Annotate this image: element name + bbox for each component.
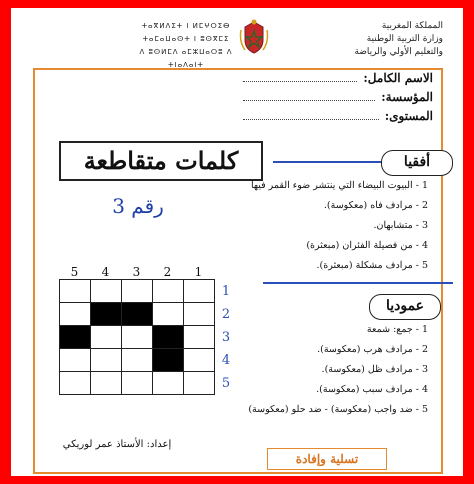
- black-cell: [153, 349, 184, 372]
- clue-item: 5 - ضد واجب (معكوسة) - ضد حلو (معكوسة): [248, 404, 428, 415]
- ministry-line: وزارة التربية الوطنية: [366, 34, 443, 44]
- grid-cell[interactable]: [91, 280, 122, 303]
- clue-item: 4 - مرادف سبب (معكوسة).: [316, 384, 428, 395]
- school-field[interactable]: [243, 89, 433, 108]
- column-number: 4: [101, 265, 110, 279]
- grid-cell[interactable]: [91, 372, 122, 395]
- row-number: 2: [221, 307, 231, 322]
- grid-cell[interactable]: [184, 280, 215, 303]
- row-number: 1: [221, 284, 231, 299]
- grid-cell[interactable]: [184, 303, 215, 326]
- across-label: أفقيا: [381, 150, 453, 176]
- black-cell: [153, 326, 184, 349]
- row-number: 5: [221, 376, 231, 391]
- header-tifinagh: [131, 20, 241, 72]
- clue-item: 1 - جمع: شمعة: [366, 324, 428, 335]
- column-number: 5: [70, 265, 79, 279]
- clue-item: 4 - من فصيلة الفئران (مبعثرة): [306, 240, 428, 251]
- clue-item: 5 - مرادف مشكلة (مبعثرة).: [316, 260, 428, 271]
- row-number: 3: [221, 330, 231, 345]
- grid-cell[interactable]: [184, 372, 215, 395]
- author-credit: إعداد: الأستاذ عمر لوريكي: [62, 439, 172, 450]
- across-clues: [213, 176, 428, 276]
- grid-cell[interactable]: [60, 280, 91, 303]
- grid-cell[interactable]: [184, 349, 215, 372]
- field-label: المؤسسة:: [381, 90, 433, 104]
- clue-item: 3 - متشابهان.: [373, 220, 428, 231]
- tifinagh-line: ⵜⴰⵎⴰⵡⴰⵙⵜ ⵏ ⵓⵙⴳⵎⵉ: [142, 35, 230, 43]
- header-ministry: [273, 20, 443, 59]
- grid-cell[interactable]: [122, 372, 153, 395]
- grid-cell[interactable]: [91, 349, 122, 372]
- tifinagh-line: ⴷ ⵓⵙⵍⵎⴷ ⴰⵎⵣⵡⴰⵔⵓ ⴷ ⵜⵏⴰⴷⴰⵏⵜ: [139, 48, 233, 69]
- grid-cell[interactable]: [60, 303, 91, 326]
- grid-cell[interactable]: [91, 326, 122, 349]
- grid-cell[interactable]: [153, 303, 184, 326]
- row-number: 4: [221, 353, 231, 368]
- puzzle-number: رقم 3: [112, 194, 164, 218]
- field-label: الاسم الكامل:: [363, 71, 433, 85]
- grid-cell[interactable]: [153, 280, 184, 303]
- field-label: المستوى:: [384, 109, 433, 123]
- worksheet: [11, 8, 463, 476]
- column-number: 1: [194, 265, 203, 279]
- across-divider: [273, 161, 381, 163]
- black-cell: [91, 303, 122, 326]
- clue-item: 3 - مرادف ظل (معكوسة).: [321, 364, 428, 375]
- grid-cell[interactable]: [60, 349, 91, 372]
- emblem-icon: [239, 18, 269, 56]
- ministry-line: المملكة المغربية: [381, 21, 443, 31]
- black-cell: [122, 303, 153, 326]
- crossword-grid: [59, 279, 215, 395]
- down-clues: [213, 320, 428, 420]
- grid-cell[interactable]: [184, 326, 215, 349]
- footer-tagline: تسلية وإفادة: [267, 448, 387, 470]
- worksheet-title: كلمات متقاطعة: [59, 141, 263, 181]
- full-name-field[interactable]: [243, 70, 433, 89]
- grid-cell[interactable]: [122, 326, 153, 349]
- level-field[interactable]: [243, 108, 433, 127]
- grid-cell[interactable]: [153, 372, 184, 395]
- dotted-line: [243, 108, 379, 120]
- dotted-line: [243, 70, 357, 82]
- grid-cell[interactable]: [122, 280, 153, 303]
- student-info: [243, 70, 433, 127]
- down-label: عموديا: [369, 294, 441, 320]
- column-number: 2: [163, 265, 172, 279]
- down-divider: [263, 282, 453, 284]
- clue-item: 2 - مرادف هرب (معكوسة).: [317, 344, 428, 355]
- tifinagh-line: ⵜⴰⴳⵍⴷⵉⵜ ⵏ ⵍⵎⵖⵔⵉⴱ: [141, 22, 231, 30]
- ministry-line: والتعليم الأولي والرياضة: [354, 47, 443, 57]
- clue-item: 1 - البيوت البيضاء التي ينتشر ضوء القمر فيها: [250, 180, 428, 191]
- grid-cell[interactable]: [60, 372, 91, 395]
- dotted-line: [243, 89, 375, 101]
- grid-cell[interactable]: [122, 349, 153, 372]
- column-number: 3: [132, 265, 141, 279]
- black-cell: [60, 326, 91, 349]
- clue-item: 2 - مرادف فاه (معكوسة).: [323, 200, 428, 211]
